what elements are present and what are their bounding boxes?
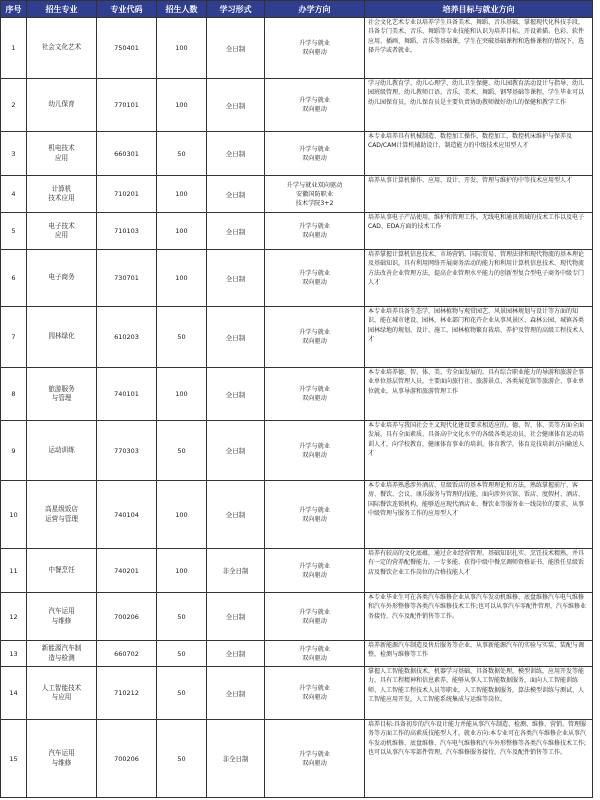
row-count-cell: 100 [157,368,207,421]
row-mode-cell: 全日制 [207,421,265,481]
row-index-cell: 7 [1,307,27,368]
row-code-cell: 710212 [97,667,157,720]
row-goal-cell: 学习幼儿教育学、幼儿心理学、幼儿卫生保健、幼儿园教育活动设计与指导、幼儿园班级管理、幼儿教师口语、音乐、美术、舞蹈、钢琴基础等课程，学生毕业可以幼儿园保育员，幼儿保育员是主要负责协助教师做好幼儿的保健和教学工作 [365,79,593,132]
row-index-cell: 13 [1,641,27,667]
row-goal-cell: 培养新能源汽车制造及售后服务等企业，从事新能源汽车的实验与实装、装配与调整，检测与维修等工作 [365,641,593,667]
row-count-cell: 100 [157,79,207,132]
row-direction-cell: 升学与就业 双向驱动 [265,132,365,176]
row-major-cell: 机电技术 应用 [27,132,97,176]
row-direction-cell: 升学与就业 双向驱动 [265,18,365,79]
row-count-cell: 50 [157,593,207,641]
row-mode-cell: 全日制 [207,213,265,250]
row-index-cell: 4 [1,176,27,213]
header-major: 招生专业 [27,1,97,18]
row-goal-cell: 本专业培养具有机械制造、数控加工操作、数控加工、数控机床维护与保养及CAD/CAM计算机辅助设计、制造能力的中级技术应用型人才 [365,132,593,176]
row-direction-cell: 升学与就业 双向驱动 [265,79,365,132]
row-direction-cell: 升学与就业 双向驱动 [265,667,365,720]
row-index-cell: 15 [1,720,27,798]
row-direction-cell: 升学与就业 双向驱动 [265,307,365,368]
row-goal-cell: 培养从事计算机操作、应用、设计、开发、管理与维护的中等技术应用型人才 [365,176,593,213]
row-code-cell: 770303 [97,421,157,481]
row-major-cell: 汽车运用 与维修 [27,593,97,641]
header-direction: 办学方向 [265,1,365,18]
row-mode-cell: 全日制 [207,176,265,213]
table-row [1,18,593,79]
row-direction-cell: 升学与就业 双向驱动 [265,368,365,421]
row-direction-cell: 升学与就业 双向驱动 [265,593,365,641]
table-row [1,641,593,667]
row-goal-cell: 培养目标:具备初步的汽车设计能力并能从事汽车制造、检测、维修、营销、管理服务等方面工作的高素质技能型人才。就业方向:本专业可在各类汽车维修企业从事汽车发动机维修、底盘维修、汽车电气维修和汽车外形整修等各类汽车维修技术工作;也可以从事汽车零部件管理，汽车维修服务接待，汽车及配件销售等工作。 [365,720,593,798]
table-row [1,549,593,593]
header-mode: 学习形式 [207,1,265,18]
row-count-cell: 50 [157,307,207,368]
table-row [1,307,593,368]
row-count-cell: 100 [157,481,207,549]
row-direction-cell: 升学与就业 双向驱动 [265,250,365,307]
row-mode-cell: 全日制 [207,79,265,132]
row-mode-cell: 全日制 [207,641,265,667]
row-goal-cell: 培养掌握计算机信息技术、市场营销、国际贸易、管理法律和现代物流的基本理论及基础知识，具有利用网络开展商务活动的能力和利用计算机信息技术、现代物流方法改善企业管理方法，提高企业管理水平能力的创新型复合型电子商务中级专门人才 [365,250,593,307]
row-index-cell: 10 [1,481,27,549]
row-code-cell: 710103 [97,213,157,250]
row-direction-cell: 升学与就业 双向驱动 [265,481,365,549]
row-goal-cell: 培养有较高的文化底蕴，通过企业经营管理、基础知识扎实、烹饪技术精熟，并具有一定的营养配餐能力，一专多能、获得中级中餐烹调师资格证书，能胜任星级饭店及餐饮企业工作岗位的合格技能人才 [365,549,593,593]
row-index-cell: 1 [1,18,27,79]
row-major-cell: 园林绿化 [27,307,97,368]
row-count-cell: 100 [157,250,207,307]
row-code-cell: 740101 [97,368,157,421]
row-code-cell: 700206 [97,593,157,641]
row-index-cell: 11 [1,549,27,593]
row-direction-cell: 升学与就业 双向驱动 [265,641,365,667]
table-row [1,593,593,641]
row-mode-cell: 全日制 [207,481,265,549]
row-code-cell: 710201 [97,176,157,213]
header-index: 序号 [1,1,27,18]
header-count: 招生人数 [157,1,207,18]
row-major-cell: 汽车运用 与维修 [27,720,97,798]
row-index-cell: 2 [1,79,27,132]
row-major-cell: 幼儿保育 [27,79,97,132]
table-row [1,213,593,250]
row-goal-cell: 本专业培养熟悉涉外酒店、星级饭店的基本管理理论和方法，熟练掌握前厅、客房、餐饮、会议、康乐服务与管理的技能，面向涉外宾馆、饭店、度假村、酒店、国际餐饮连锁机构，能够适应现代酒店业、餐饮业等服务业一线岗位的要求，从事中级管理与服务工作的应用型人才 [365,481,593,549]
row-count-cell: 100 [157,213,207,250]
row-goal-cell: 掌握人工智能数据技术，机器学习基础，具备数据处理，模型训练，应用开发等能力，具有工程精神和信息素养，能够从事人工智能数据服务，面向人工智能训练师、人工智能工程技术人员等职业，人工智能数据服务，算法模型训练与测试、人工智能应用开发，人工智能系统集成与运维等岗位。 [365,667,593,720]
table-row [1,132,593,176]
table-row [1,481,593,549]
table-row [1,368,593,421]
row-mode-cell: 全日制 [207,18,265,79]
row-mode-cell: 全日制 [207,667,265,720]
table-row [1,176,593,213]
row-code-cell: 660702 [97,641,157,667]
row-direction-cell: 升学与就业 双向驱动 [265,213,365,250]
row-major-cell: 电子技术 应用 [27,213,97,250]
row-major-cell: 新能源汽车制 造与检测 [27,641,97,667]
row-count-cell: 100 [157,176,207,213]
row-major-cell: 人工智能技术 与应用 [27,667,97,720]
row-goal-cell: 本专业培养具备生态学，园林植物与观赏园艺、风景园林规划与设计等方面的知识，能在城市建设、园林、林业部门和花卉企业从事风景区、森林公园、城镇各类园林绿地的规划、设计、施工、园林植物繁育栽培、养护及管理的高级工程技术人才 [365,307,593,368]
row-index-cell: 6 [1,250,27,307]
row-code-cell: 740104 [97,481,157,549]
header-goal: 培养目标与就业方向 [365,1,593,18]
table-row [1,421,593,481]
row-count-cell: 50 [157,421,207,481]
row-code-cell: 700206 [97,720,157,798]
row-direction-cell: 升学与就业双向驱动 安徽国防职业 技术学院3+2 [265,176,365,213]
row-goal-cell: 本专业培养德、智、体、美、劳全面发展的，具有综合职业能力的导游和旅游企事业单位基层管理人员，主要面向旅行社、旅游景点、各类展览馆等旅游企、事业单位就业，从事导游和旅游管理工作 [365,368,593,421]
table-header-row [1,1,593,18]
row-code-cell: 750401 [97,18,157,79]
row-code-cell: 740201 [97,549,157,593]
table-row [1,79,593,132]
row-mode-cell: 全日制 [207,132,265,176]
row-count-cell: 50 [157,720,207,798]
row-code-cell: 730701 [97,250,157,307]
row-mode-cell: 全日制 [207,250,265,307]
row-mode-cell: 非全日制 [207,720,265,798]
row-count-cell: 50 [157,641,207,667]
row-index-cell: 8 [1,368,27,421]
row-direction-cell: 升学与就业 双向驱动 [265,421,365,481]
row-direction-cell: 升学与就业 双向驱动 [265,720,365,798]
row-goal-cell: 培养从事电子产品使用，维护和管理工作，无线电和通讯领域的技术工作以及电子CAD、EDA方面的技术工作 [365,213,593,250]
row-major-cell: 高星级饭店 运营与管理 [27,481,97,549]
row-direction-cell: 升学与就业 双向驱动 [265,549,365,593]
row-mode-cell: 全日制 [207,307,265,368]
row-index-cell: 12 [1,593,27,641]
row-goal-cell: 本专业培养与我国社会主义现代化建设要求相适应的，德、智、体、美等方面全面发展，具有全面素质、具备高中文化水平的各级各类运动员，社会健康体育运动培训人才，向学校教育，健康体育事业的培训，体育教学，体育竞技培训方向输送人才 [365,421,593,481]
row-index-cell: 9 [1,421,27,481]
row-count-cell: 100 [157,18,207,79]
table-row [1,667,593,720]
row-index-cell: 14 [1,667,27,720]
row-code-cell: 660301 [97,132,157,176]
row-major-cell: 运动训练 [27,421,97,481]
row-code-cell: 610203 [97,307,157,368]
row-mode-cell: 全日制 [207,593,265,641]
row-goal-cell: 社会文化艺术专业以培养学生具备美术、舞蹈、音乐基础，掌握现代化科技手段，具备专门美术、音乐、舞蹈等专业技能和认识为培养目标。开设素描、色彩、软件应用、插画、舞蹈、音乐等基础课，学生在突破基础课程和选修课程的情况下，选择升学或者就业。 [365,18,593,79]
row-major-cell: 旅游服务 与管理 [27,368,97,421]
row-mode-cell: 全日制 [207,368,265,421]
table-row [1,720,593,798]
row-code-cell: 770101 [97,79,157,132]
row-major-cell: 电子商务 [27,250,97,307]
header-code: 专业代码 [97,1,157,18]
table-row [1,250,593,307]
row-major-cell: 计算机 技术应用 [27,176,97,213]
row-count-cell: 100 [157,549,207,593]
row-goal-cell: 本专业毕业生可在各类汽车维修企业从事汽车发动机维修、底盘维修汽车电气维修和汽车外形整修等各类汽车维修技术工作;也可以从事汽车零配件管理、汽车维修业务接待、汽车及配件销售等工作。 [365,593,593,641]
row-major-cell: 中餐烹饪 [27,549,97,593]
row-index-cell: 5 [1,213,27,250]
row-count-cell: 50 [157,132,207,176]
row-count-cell: 50 [157,667,207,720]
row-major-cell: 社会文化艺术 [27,18,97,79]
row-index-cell: 3 [1,132,27,176]
row-mode-cell: 非全日制 [207,549,265,593]
